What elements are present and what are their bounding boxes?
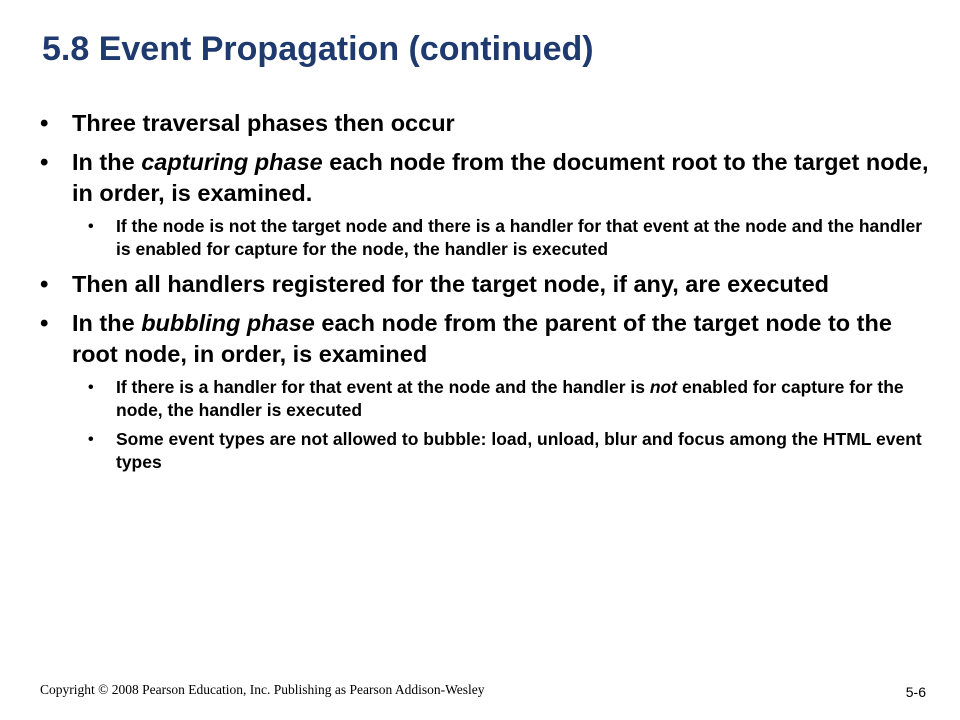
bullet-text: In the bubbling phase each node from the parent of the target node to the root node, in order, is examined: [72, 310, 892, 367]
bullet-icon: •: [40, 149, 49, 176]
bullet-item: [40, 269, 940, 300]
bullet-text: Three traversal phases then occur: [72, 110, 455, 136]
emphasis-text: capturing phase: [141, 149, 323, 175]
bullet-icon: •: [40, 310, 49, 337]
copyright-footer: Copyright © 2008 Pearson Education, Inc. Publishing as Pearson Addison-Wesley: [40, 682, 485, 697]
bullet-icon: •: [40, 271, 49, 298]
sub-bullet-text: If the node is not the target node and there is a handler for that event at the node and the handler is enabled for capture for the node, the handler is executed: [116, 216, 923, 259]
bullet-icon: •: [88, 431, 94, 448]
emphasis-text: not: [649, 377, 678, 397]
bullet-icon: •: [40, 110, 49, 137]
sub-bullet-item: [40, 215, 940, 261]
bullet-icon: •: [88, 379, 94, 396]
slide-number: 5-6: [905, 684, 926, 700]
emphasis-text: bubbling phase: [141, 310, 315, 336]
bullet-list: [40, 108, 940, 482]
bullet-item: [40, 308, 940, 370]
bullet-item: [40, 147, 940, 209]
sub-bullet-text: If there is a handler for that event at the node and the handler is not enabled for capture for the node, the handler is executed: [116, 377, 904, 420]
sub-bullet-item: [40, 428, 940, 474]
bullet-text: In the capturing phase each node from the document root to the target node, in order, is examined.: [72, 149, 929, 206]
sub-bullet-text: Some event types are not allowed to bubble: load, unload, blur and focus among the HTML event types: [116, 429, 922, 472]
slide-title: 5.8 Event Propagation (continued): [42, 30, 594, 68]
bullet-icon: •: [88, 218, 94, 235]
bullet-item: [40, 108, 940, 139]
bullet-text: Then all handlers registered for the target node, if any, are executed: [72, 271, 829, 297]
sub-bullet-item: [40, 376, 940, 422]
